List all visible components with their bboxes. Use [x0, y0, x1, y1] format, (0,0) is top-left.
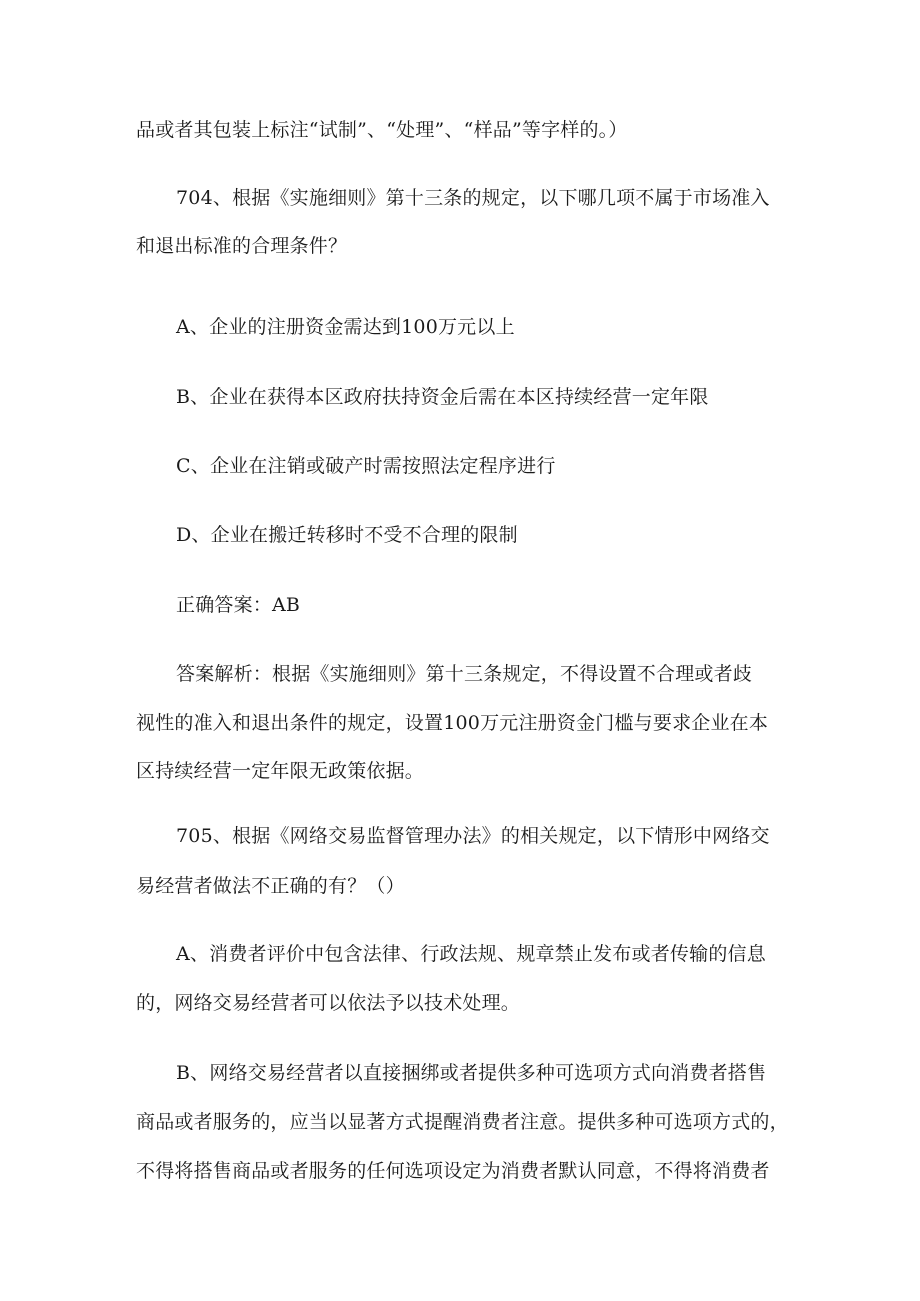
- q704-analysis-line-2: 视性的准入和退出条件的规定，设置100万元注册资金门槛与要求企业在本: [136, 712, 769, 734]
- q704-question-line-2: 和退出标准的合理条件？: [136, 235, 348, 257]
- q704-analysis-line-1: 答案解析：根据《实施细则》第十三条规定，不得设置不合理或者歧: [176, 663, 753, 685]
- q705-option-b-line-3: 不得将搭售商品或者服务的任何选项设定为消费者默认同意，不得将消费者: [136, 1160, 770, 1182]
- q705-option-a-line-1: A、消费者评价中包含法律、行政法规、规章禁止发布或者传输的信息: [176, 943, 766, 965]
- q704-correct-answer: 正确答案：AB: [176, 594, 301, 616]
- q704-option-c: C、企业在注销或破产时需按照法定程序进行: [176, 455, 556, 477]
- q704-option-d: D、企业在搬迁转移时不受不合理的限制: [176, 524, 518, 546]
- q704-option-b: B、企业在获得本区政府扶持资金后需在本区持续经营一定年限: [176, 386, 709, 408]
- q704-question-line-1: 704、根据《实施细则》第十三条的规定，以下哪几项不属于市场准入: [176, 187, 770, 209]
- q705-question-line-2: 易经营者做法不正确的有？（）: [136, 875, 405, 897]
- q705-option-b-line-1: B、网络交易经营者以直接捆绑或者提供多种可选项方式向消费者搭售: [176, 1062, 767, 1084]
- q705-option-b-line-2: 商品或者服务的，应当以显著方式提醒消费者注意。提供多种可选项方式的，: [136, 1111, 789, 1133]
- q705-question-line-1: 705、根据《网络交易监督管理办法》的相关规定，以下情形中网络交: [176, 825, 770, 847]
- q704-analysis-line-3: 区持续经营一定年限无政策依据。: [136, 760, 425, 782]
- q704-option-a: A、企业的注册资金需达到100万元以上: [176, 316, 515, 338]
- q705-option-a-line-2: 的，网络交易经营者可以依法予以技术处理。: [136, 992, 521, 1014]
- previous-question-tail: 品或者其包装上标注“试制”、“处理”、“样品”等字样的。）: [136, 119, 628, 141]
